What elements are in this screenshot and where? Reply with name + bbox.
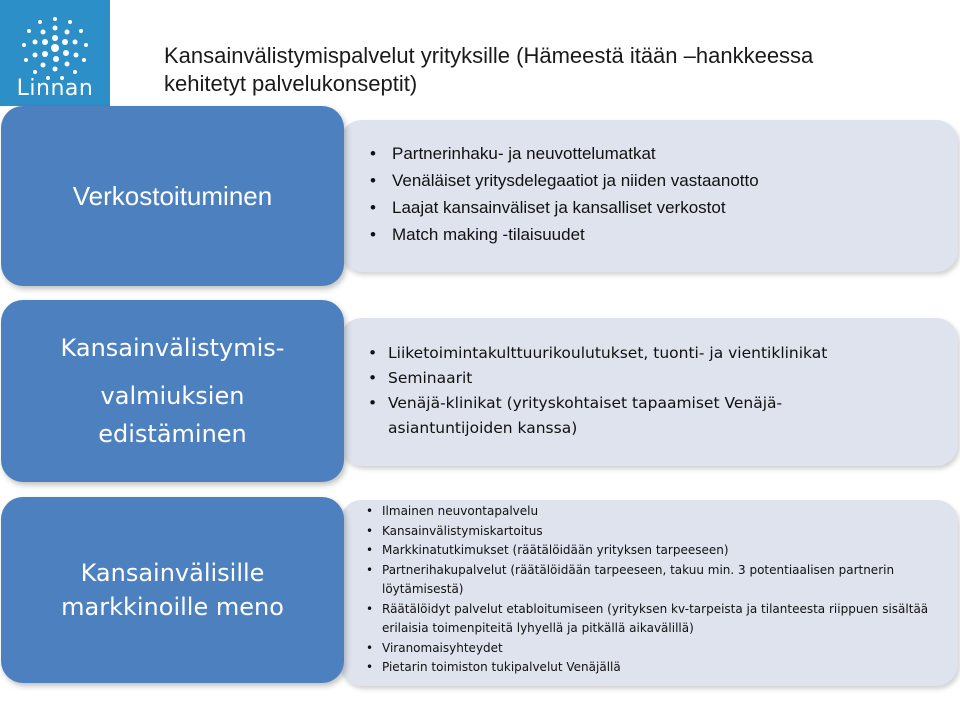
row-3-label-line: Kansainvälisille <box>80 559 265 587</box>
list-item: • Kansainvälistymiskartoitus <box>366 523 543 538</box>
row-2-label-line: valmiuksien <box>100 382 245 410</box>
list-item: • Liiketoimintakulttuurikoulutukset, tuonti- ja vientiklinikat <box>368 344 828 362</box>
list-item: • Viranomaisyhteydet <box>366 640 503 655</box>
list-item: • Ilmainen neuvontapalvelu <box>366 504 539 518</box>
row-2-content-box <box>340 318 958 466</box>
list-item: • Seminaarit <box>368 369 473 387</box>
logo-dots-icon <box>0 14 110 84</box>
row-2-label-line: edistäminen <box>98 420 247 448</box>
list-item: • Markkinatutkimukset (räätälöidään yrityksen tarpeeseen) <box>366 543 729 557</box>
row-1-bullet-list <box>370 140 940 248</box>
list-item: • Laajat kansainväliset ja kansalliset verkostot <box>370 198 726 217</box>
logo-text: Linnan <box>16 76 94 101</box>
list-item: • Räätälöidyt palvelut etabloitumiseen (yrityksen kv-tarpeista ja tilanteesta riippuen sisältää erilaisia toimenpiteitä lyhyellä ja pitkällä aikavälillä) <box>366 601 929 635</box>
list-item: • Venäjä-klinikat (yrityskohtaiset tapaamiset Venäjä-asiantuntijoiden kanssa) <box>368 394 783 437</box>
page-title: Kansainvälistymispalvelut yrityksille (Hämeestä itään –hankkeessa kehitetyt palvelukonseptit) <box>164 43 814 96</box>
list-item: • Partnerinhaku- ja neuvottelumatkat <box>370 144 656 163</box>
linnan-logo <box>18 10 138 106</box>
row-3-bullet-list <box>366 502 948 678</box>
row-1-content-box <box>340 120 958 272</box>
list-item: • Partnerihakupalvelut (räätälöidään tarpeeseen, takuu min. 3 potentiaalisen partnerin löytämisestä) <box>366 562 895 596</box>
row-1-label: Verkostoituminen <box>72 180 273 211</box>
row-3-label-box <box>1 497 344 683</box>
row-2-bullet-list <box>368 341 858 441</box>
list-item: • Pietarin toimiston tukipalvelut Venäjällä <box>366 660 621 674</box>
row-3-label-line: markkinoille meno <box>61 593 284 621</box>
row-1-label-box <box>1 106 344 286</box>
row-2-label-line: Kansainvälistymis- <box>60 334 285 362</box>
row-3-content-box <box>340 500 958 686</box>
list-item: • Venäläiset yritysdelegaatiot ja niiden vastaanotto <box>370 171 759 190</box>
row-2-label-box <box>1 300 344 482</box>
list-item: • Match making -tilaisuudet <box>370 225 585 244</box>
